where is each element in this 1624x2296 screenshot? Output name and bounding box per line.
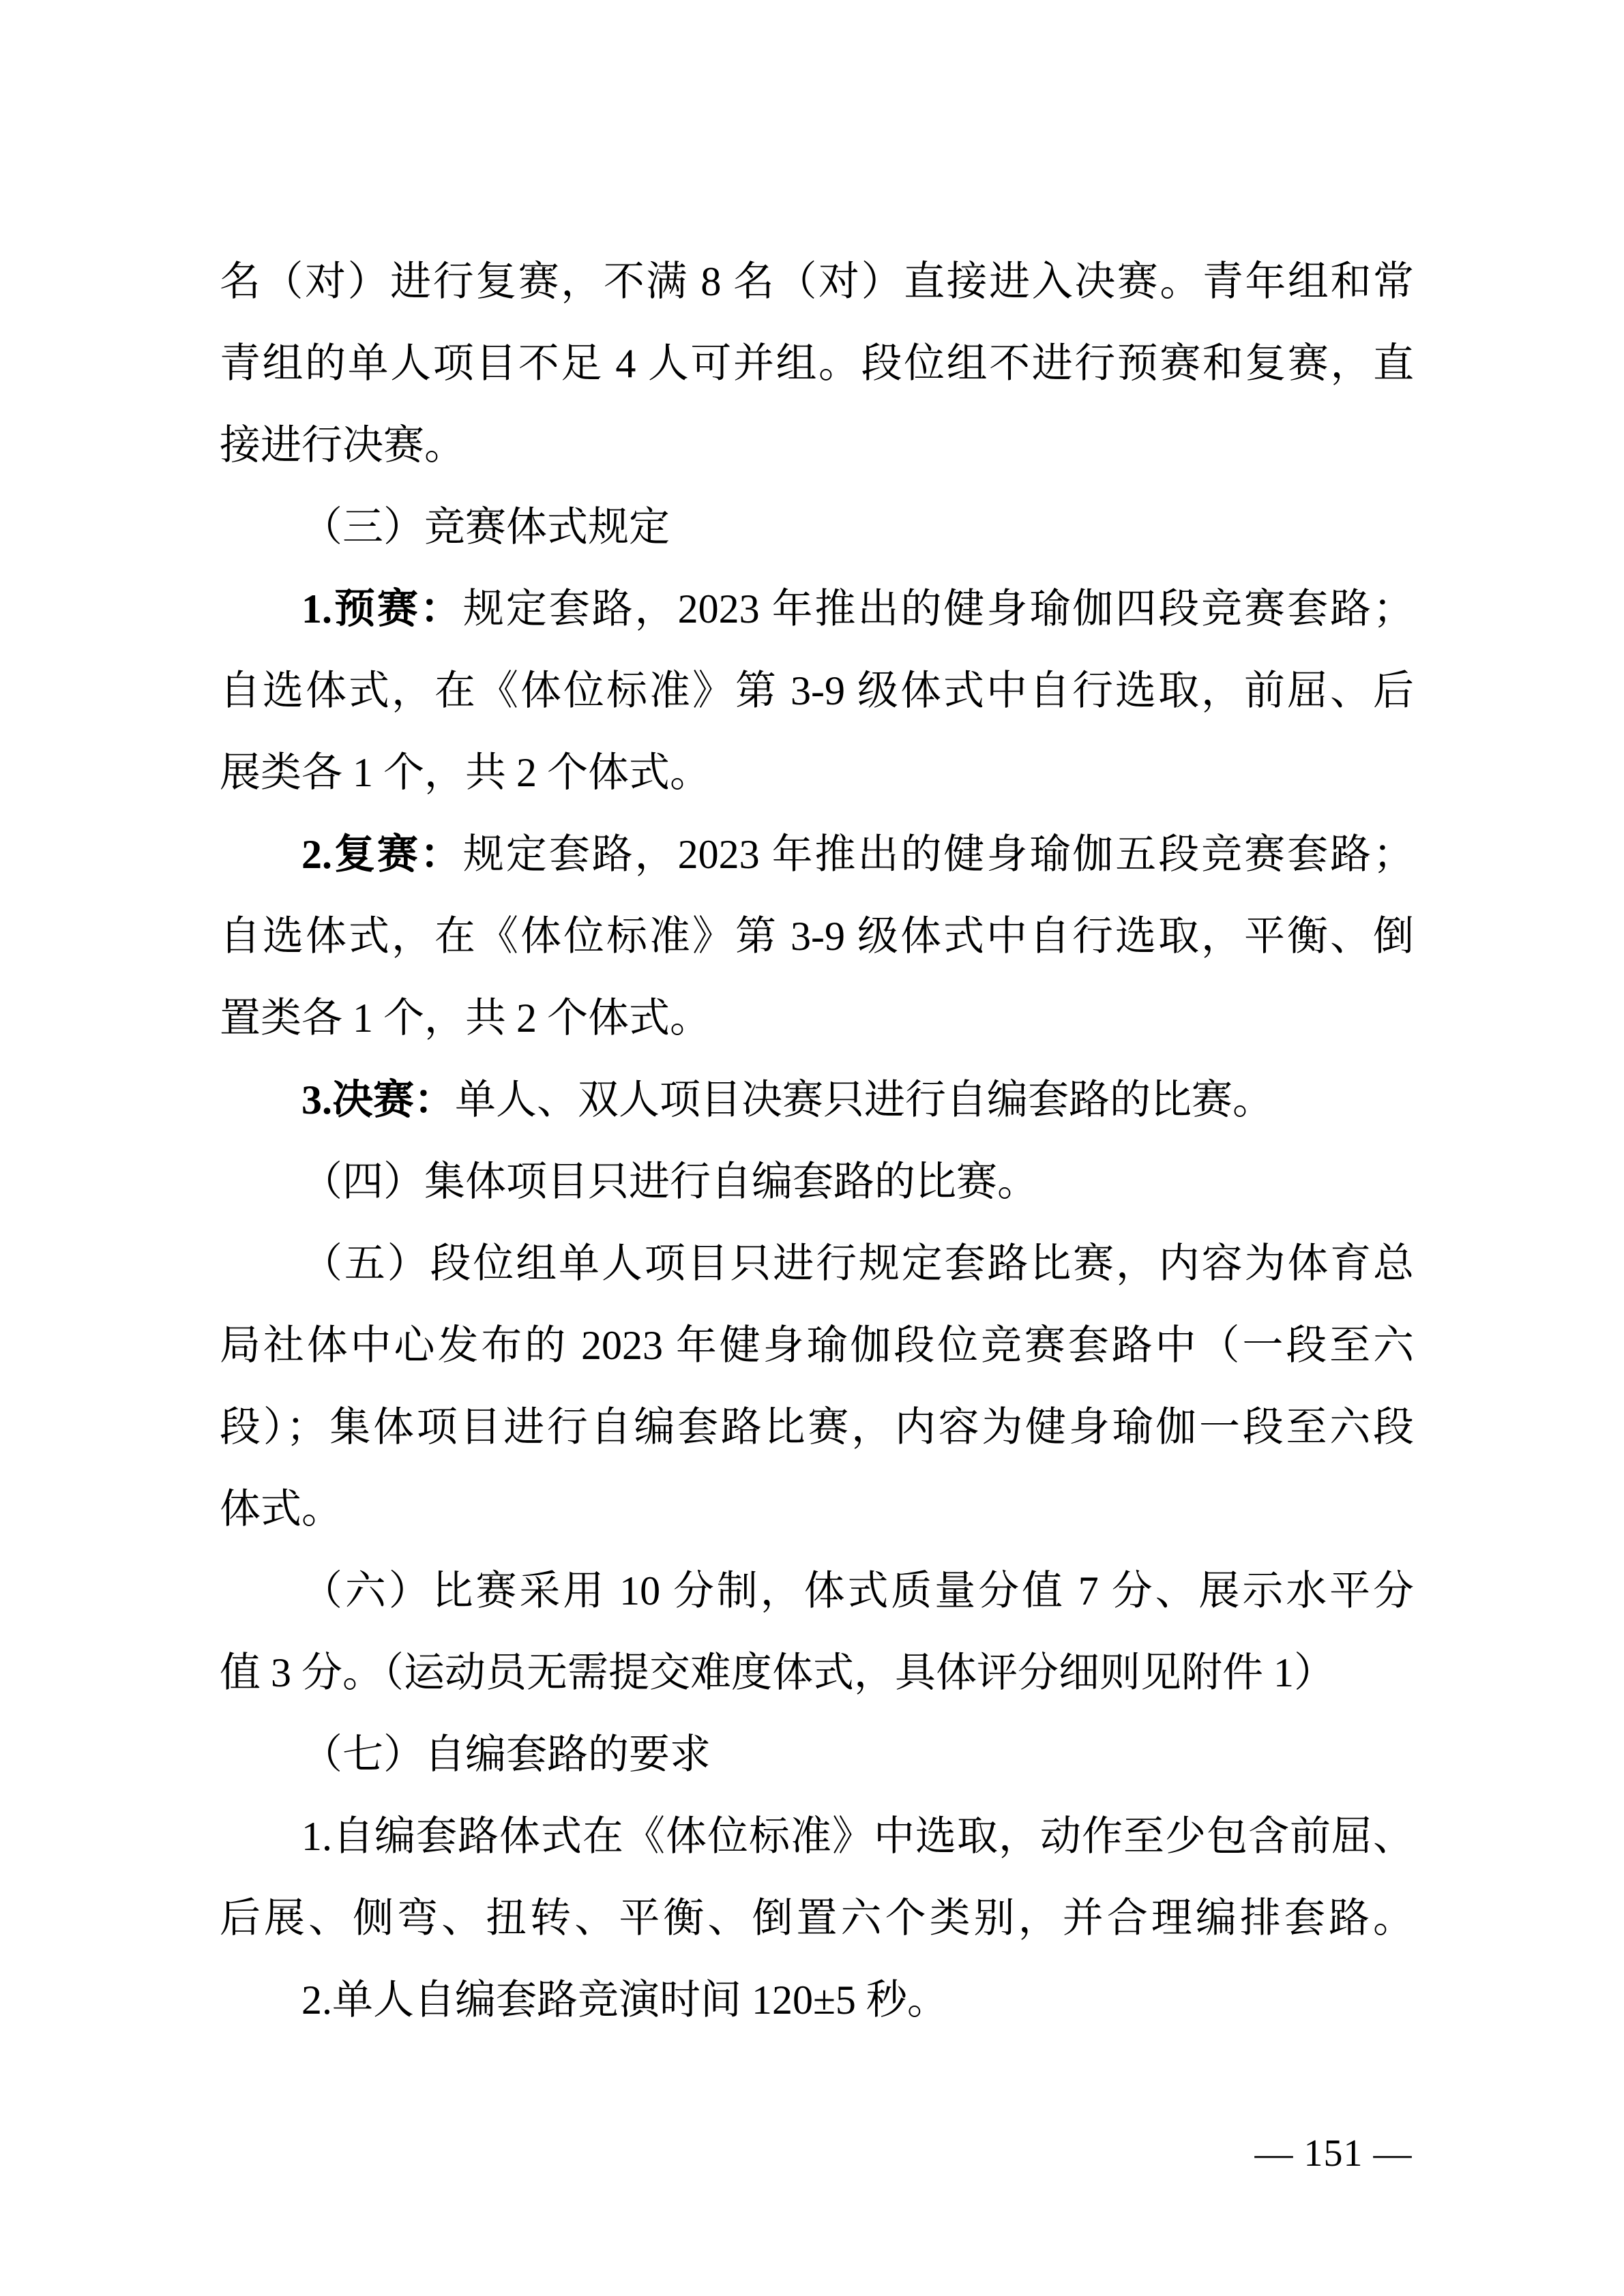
line-text: （四）集体项目只进行自编套路的比赛。 xyxy=(301,1159,1038,1204)
line-text: 接进行决赛。 xyxy=(220,423,465,468)
text-line xyxy=(220,977,1414,1059)
text-line xyxy=(220,241,1414,323)
text-line xyxy=(220,1059,1414,1141)
line-text: 置类各 1 个，共 2 个体式。 xyxy=(220,996,711,1041)
section-heading xyxy=(220,486,1414,568)
line-text: 青组的单人项目不足 4 人可并组。段位组不进行预赛和复赛，直 xyxy=(220,341,1414,386)
text-line xyxy=(220,732,1414,814)
text-line xyxy=(220,1877,1414,1959)
text-line xyxy=(220,1141,1414,1223)
text-line xyxy=(220,1632,1414,1714)
line-text: （七）自编套路的要求 xyxy=(301,1732,711,1777)
line-text: （五）段位组单人项目只进行规定套路比赛，内容为体育总 xyxy=(301,1241,1414,1286)
line-text: 自选体式，在《体位标准》第 3-9 级体式中自行选取，平衡、倒 xyxy=(220,914,1414,959)
line-text: 名（对）进行复赛，不满 8 名（对）直接进入决赛。青年组和常 xyxy=(220,259,1414,304)
line-text: 自选体式，在《体位标准》第 3-9 级体式中自行选取，前屈、后 xyxy=(220,668,1414,713)
line-text: 值 3 分。（运动员无需提交难度体式，具体评分细则见附件 1） xyxy=(220,1650,1335,1695)
text-line xyxy=(220,568,1414,650)
text-line xyxy=(220,1468,1414,1550)
line-text: 2.单人自编套路竞演时间 120±5 秒。 xyxy=(301,1978,948,2023)
page-number: — 151 — xyxy=(1254,2132,1413,2175)
text-line xyxy=(220,1550,1414,1632)
text-line xyxy=(220,814,1414,895)
line-text: （三）竞赛体式规定 xyxy=(301,505,670,550)
text-line xyxy=(220,1959,1414,2041)
line-text: 规定套路，2023 年推出的健身瑜伽四段竞赛套路； xyxy=(462,586,1415,631)
line-text: 体式。 xyxy=(220,1487,342,1532)
line-text: 单人、双人项目决赛只进行自编套路的比赛。 xyxy=(455,1077,1273,1122)
line-text: 后展、侧弯、扭转、平衡、倒置六个类别，并合理编排套路。 xyxy=(220,1896,1414,1941)
text-line xyxy=(220,1223,1414,1304)
text-line xyxy=(220,1795,1414,1877)
line-bold-prefix: 3.决赛： xyxy=(301,1077,455,1122)
text-line xyxy=(220,404,1414,486)
line-text: 段）；集体项目进行自编套路比赛，内容为健身瑜伽一段至六段 xyxy=(220,1405,1414,1450)
text-line xyxy=(220,1304,1414,1386)
line-text: （六）比赛采用 10 分制，体式质量分值 7 分、展示水平分 xyxy=(301,1568,1414,1613)
text-line xyxy=(220,1386,1414,1468)
line-bold-prefix: 2.复赛： xyxy=(301,832,463,877)
line-text: 展类各 1 个，共 2 个体式。 xyxy=(220,750,711,795)
text-line xyxy=(220,323,1414,404)
section-heading xyxy=(220,1714,1414,1795)
line-text: 1.自编套路体式在《体位标准》中选取，动作至少包含前屈、 xyxy=(301,1814,1414,1859)
line-bold-prefix: 1.预赛： xyxy=(301,586,463,631)
text-line xyxy=(220,650,1414,732)
text-block xyxy=(220,241,1414,2041)
text-line xyxy=(220,895,1414,977)
line-text: 局社体中心发布的 2023 年健身瑜伽段位竞赛套路中（一段至六 xyxy=(220,1323,1414,1368)
line-text: 规定套路，2023 年推出的健身瑜伽五段竞赛套路； xyxy=(462,832,1415,877)
